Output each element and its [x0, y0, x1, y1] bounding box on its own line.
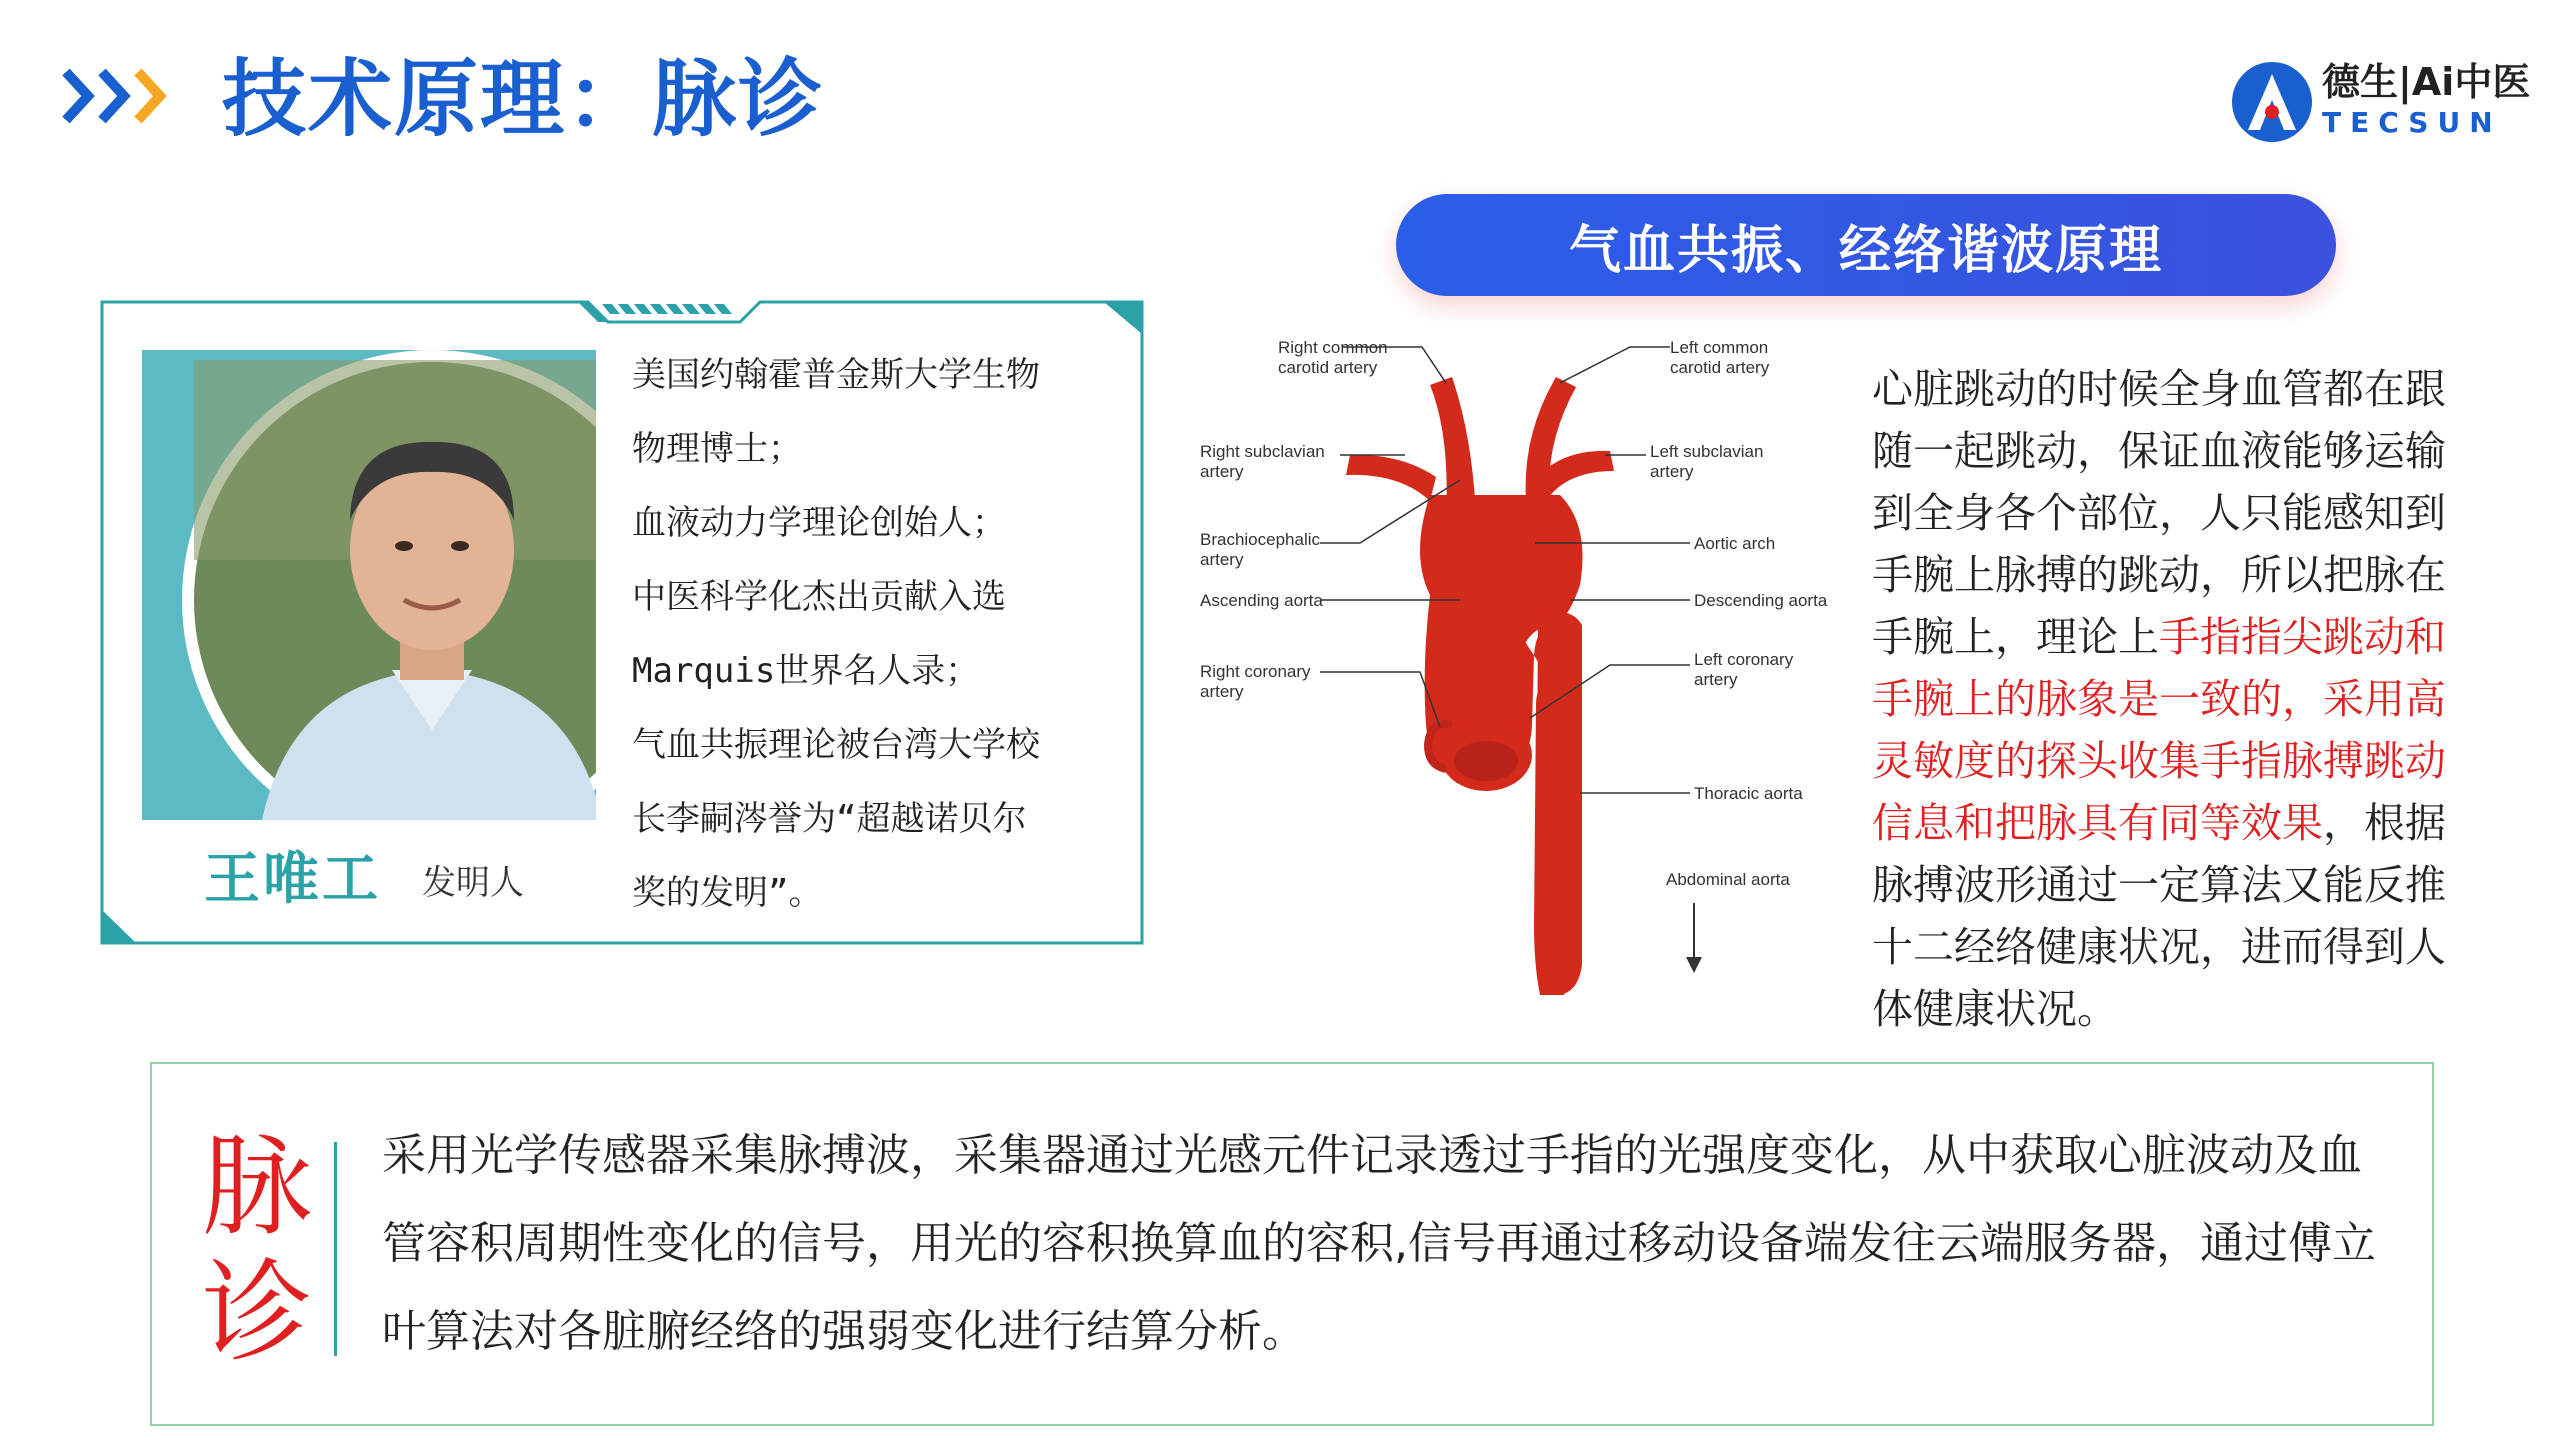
label-left-coronary-1: Left coronary — [1694, 650, 1794, 669]
label-right-subclavian-1: Right subclavian — [1200, 442, 1325, 461]
aorta-diagram — [1190, 325, 1850, 995]
bio-line: 血液动力学理论创始人； — [632, 503, 1006, 543]
logo-text-en: TECSUN — [2322, 106, 2502, 139]
down-arrow-icon — [1686, 903, 1702, 973]
portrait-illustration — [142, 350, 596, 820]
inventor-card — [100, 300, 1144, 945]
inventor-role: 发明人 — [422, 863, 524, 903]
heading-char: 诊 — [202, 1249, 312, 1377]
inventor-name: 王唯工 — [204, 847, 381, 912]
label-right-subclavian-2: artery — [1200, 462, 1244, 481]
label-aortic-arch: Aortic arch — [1694, 534, 1776, 553]
description-text-end: ，根据脉搏波形通过一定算法又能反推十二经络健康状况，进而得到人体健康状况。 — [1872, 799, 2446, 1033]
heading-char: 脉 — [202, 1123, 312, 1251]
heart-root — [1454, 741, 1518, 781]
logo-text-cn: 德生|Ai中医 — [2322, 60, 2531, 104]
principle-description — [1872, 358, 2482, 1040]
label-left-coronary-2: artery — [1694, 670, 1738, 689]
chevron-arrows-icon — [60, 64, 180, 128]
label-descending-aorta: Descending aorta — [1694, 591, 1828, 610]
bio-line: 长李嗣涔誉为“超越诺贝尔 — [632, 799, 1027, 839]
label-brachiocephalic-1: Brachiocephalic — [1200, 530, 1321, 549]
label-right-coronary-2: artery — [1200, 682, 1244, 701]
pulse-diagnosis-text: 采用光学传感器采集脉搏波，采集器通过光感元件记录透过手指的光强度变化，从中获取心脏波动及血管容积周期性变化的信号，用光的容积换算血的容积,信号再通过移动设备端发往云端服务器，通过傅立叶算法对各脏腑经络的强弱变化进行结算分析。 — [382, 1130, 2376, 1357]
label-ascending-aorta: Ascending aorta — [1200, 591, 1323, 610]
label-abdominal-aorta: Abdominal aorta — [1666, 870, 1790, 889]
bio-line: 中医科学化杰出贡献入选 — [632, 577, 1006, 617]
principle-banner: 气血共振、经络谐波原理 — [1396, 194, 2336, 296]
label-left-common-carotid-2: carotid artery — [1670, 358, 1770, 377]
tecsun-logo-icon — [2230, 60, 2314, 144]
label-right-coronary-1: Right coronary — [1200, 662, 1311, 681]
tecsun-logo — [2230, 56, 2531, 146]
label-right-common-carotid-1: Right common — [1278, 338, 1388, 357]
page-title: 技术原理：脉诊 — [222, 50, 825, 148]
divider — [334, 1142, 337, 1356]
label-right-common-carotid-2: carotid artery — [1278, 358, 1378, 377]
description-highlight: 手指指尖跳动和手腕上的脉象是一致的，采用高灵敏度的探头收集手指脉搏跳动信息和把脉具有同等效果 — [1872, 613, 2446, 847]
label-thoracic-aorta: Thoracic aorta — [1694, 784, 1803, 803]
bio-line: 奖的发明”。 — [632, 873, 823, 913]
pulse-diagnosis-heading — [192, 1124, 322, 1376]
bio-line: Marquis世界名人录； — [632, 651, 980, 691]
aorta-vessel — [1346, 377, 1614, 995]
label-left-common-carotid-1: Left common — [1670, 338, 1769, 357]
bio-line: 气血共振理论被台湾大学校 — [632, 725, 1040, 765]
bio-line: 美国约翰霍普金斯大学生物 — [632, 355, 1040, 395]
pulse-diagnosis-box — [150, 1062, 2434, 1426]
label-left-subclavian-2: artery — [1650, 462, 1694, 481]
description-text: 心脏跳动的时候全身血管都在跟随一起跳动，保证血液能够运输到全身各个部位，人只能感知到手腕上脉搏的跳动，所以把脉在手腕上，理论上 — [1872, 365, 2446, 661]
inventor-photo — [142, 350, 596, 820]
inventor-bio — [632, 338, 1122, 930]
bio-line: 物理博士； — [632, 429, 802, 469]
label-left-subclavian-1: Left subclavian — [1650, 442, 1764, 461]
label-brachiocephalic-2: artery — [1200, 550, 1244, 569]
